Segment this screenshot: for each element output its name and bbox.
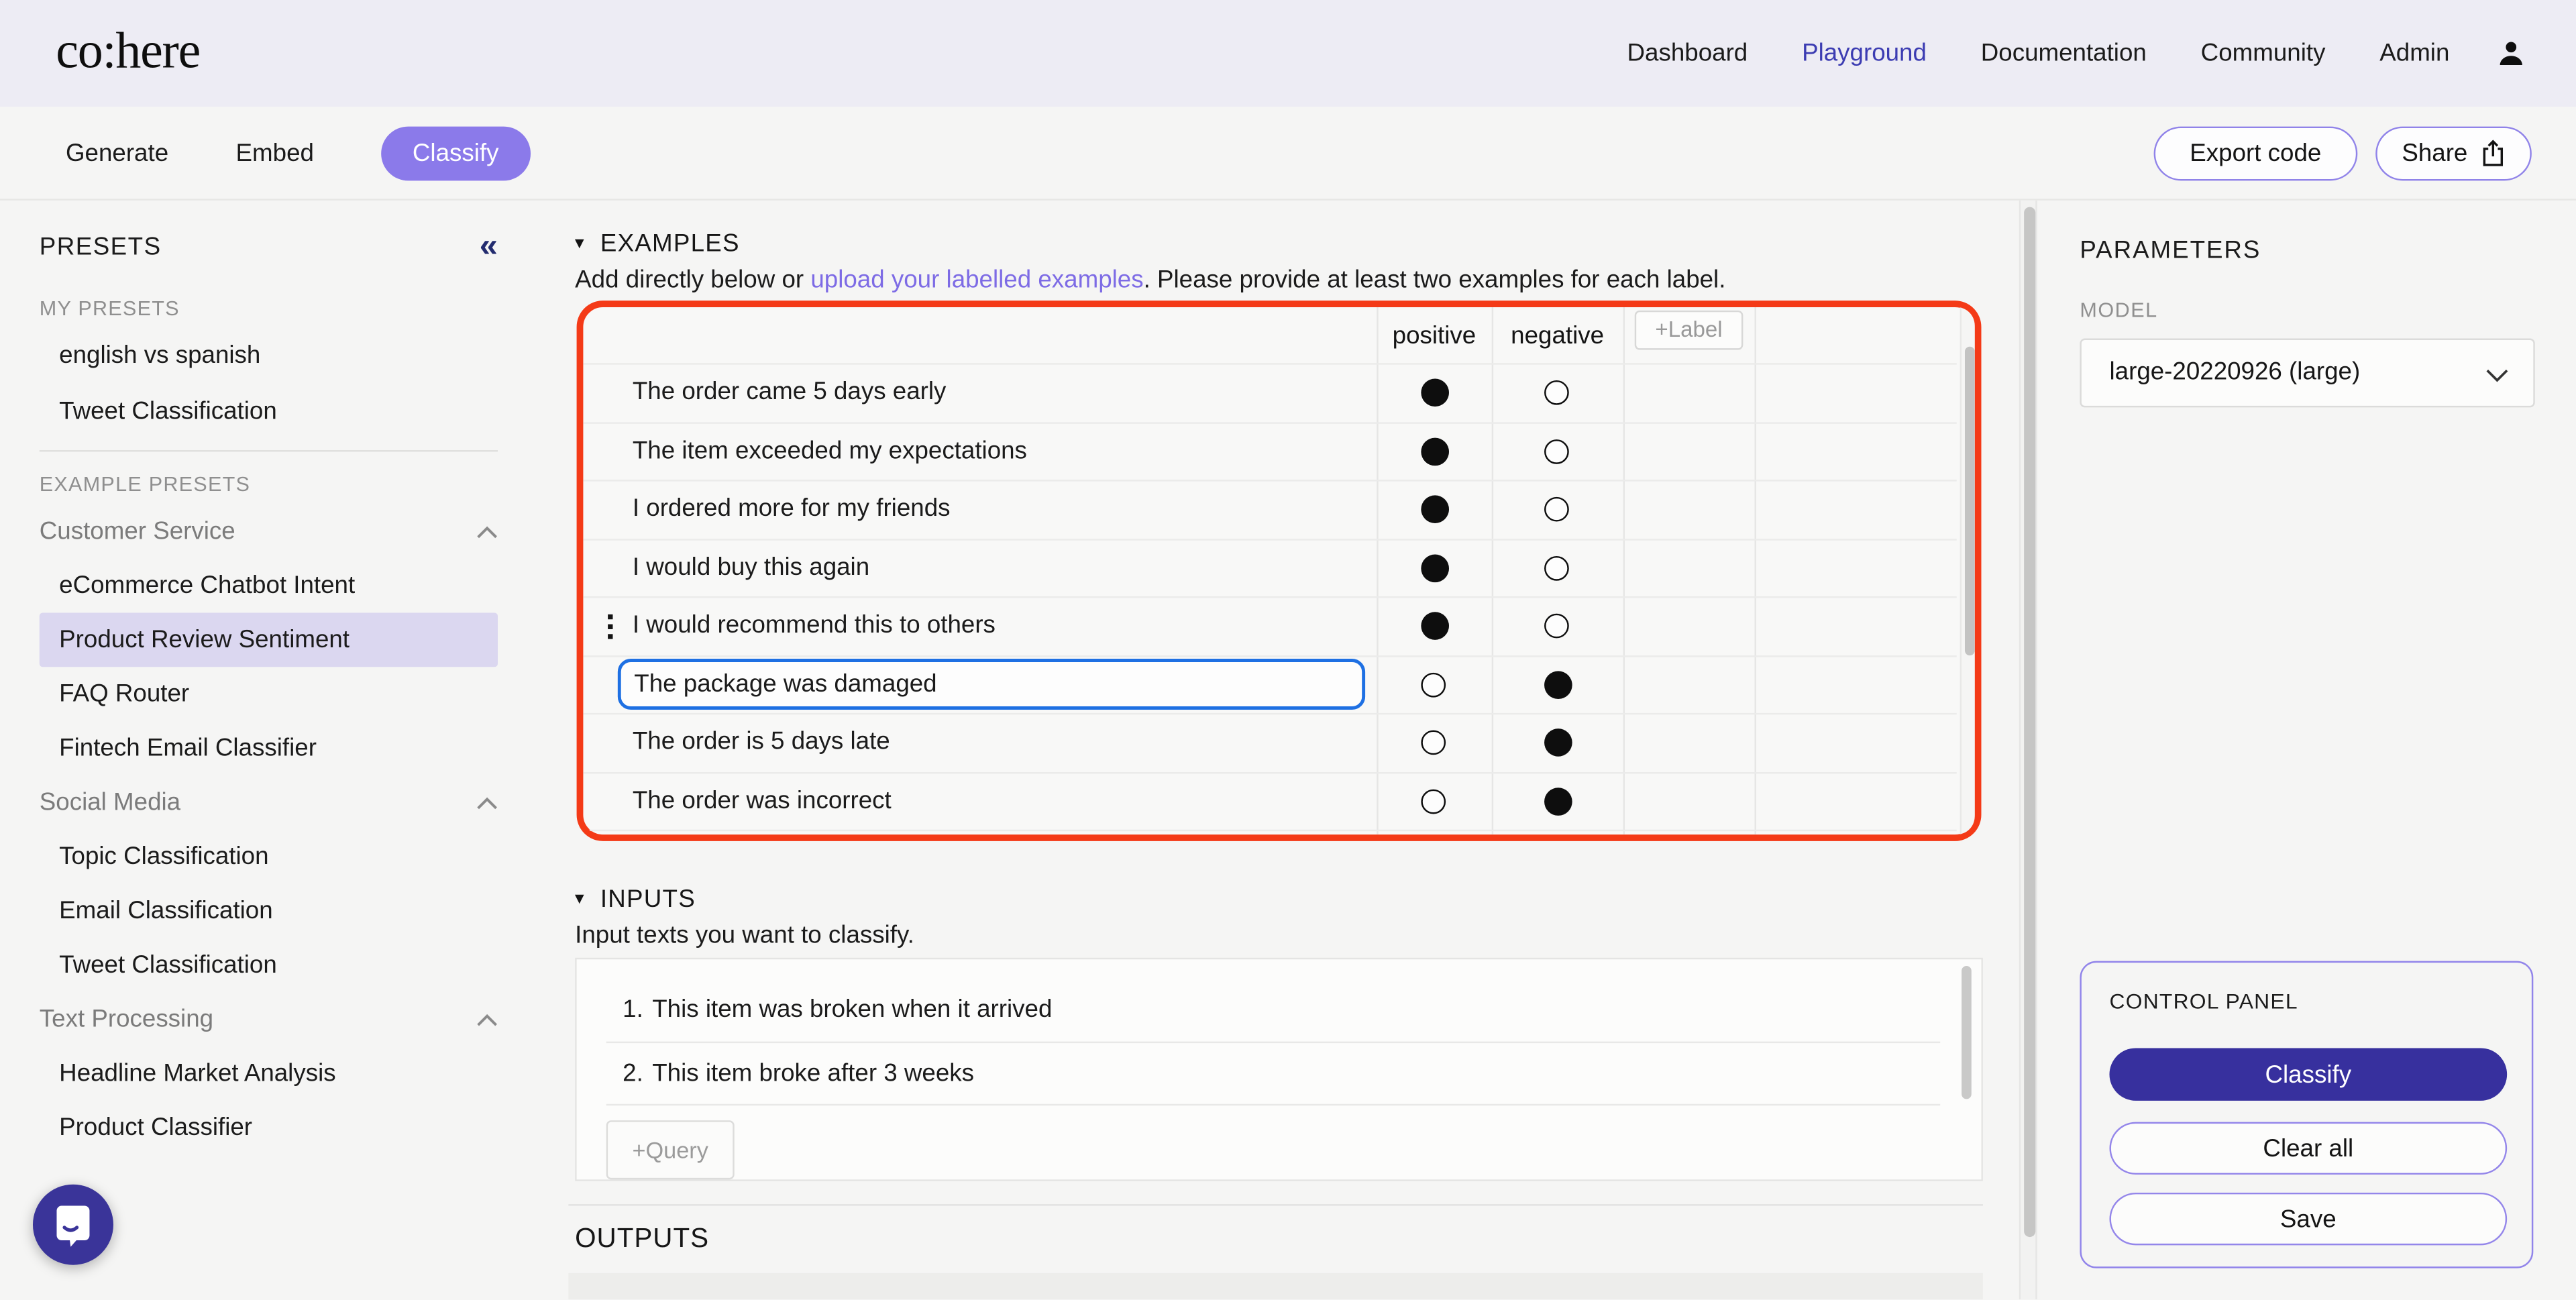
- sidebar-group-label: Social Media: [39, 788, 181, 817]
- radio-negative[interactable]: [1544, 439, 1569, 464]
- radio-negative[interactable]: [1544, 381, 1569, 406]
- input-number: 2.: [623, 1059, 643, 1087]
- sidebar-item-ecommerce-chatbot-intent[interactable]: eCommerce Chatbot Intent: [59, 572, 356, 600]
- sidebar-item-topic-classification[interactable]: Topic Classification: [59, 843, 269, 871]
- control-panel-title: CONTROL PANEL: [2109, 989, 2298, 1014]
- radio-positive[interactable]: [1421, 730, 1446, 755]
- tab-embed[interactable]: Embed: [235, 138, 314, 167]
- radio-positive[interactable]: [1421, 554, 1449, 582]
- sidebar-item-product-review-sentiment[interactable]: Product Review Sentiment: [40, 612, 498, 667]
- example-row: [583, 771, 1956, 830]
- radio-negative[interactable]: [1544, 555, 1569, 580]
- example-text-cell: [583, 539, 1377, 596]
- example-text[interactable]: The item exceeded my expectations: [632, 436, 1027, 464]
- share-label: Share: [2402, 138, 2468, 167]
- sidebar-item-english-vs-spanish[interactable]: english vs spanish: [59, 341, 261, 370]
- sidebar-group-label: Text Processing: [39, 1005, 214, 1034]
- example-presets-label: EXAMPLE PRESETS: [39, 473, 251, 496]
- sidebar-group-customer-service[interactable]: [0, 504, 542, 559]
- input-text: This item broke after 3 weeks: [652, 1059, 975, 1087]
- sidebar-group: [0, 775, 542, 992]
- presets-title: PRESETS: [39, 232, 162, 261]
- nav-item-community[interactable]: Community: [2200, 39, 2326, 68]
- table-scrollbar: [1960, 307, 1975, 834]
- example-text-cell: [583, 656, 1377, 712]
- input-text: This item was broken when it arrived: [652, 995, 1053, 1024]
- outputs-panel: [568, 1273, 1983, 1300]
- example-text-cell: [583, 365, 1377, 421]
- example-row: [583, 713, 1956, 771]
- model-selected-value: large-20220926 (large): [2109, 358, 2361, 386]
- example-row: [583, 538, 1956, 596]
- model-select[interactable]: [2080, 338, 2534, 407]
- export-code-button[interactable]: [2153, 125, 2357, 180]
- collapse-triangle-icon: ▼: [572, 233, 588, 252]
- add-query-button[interactable]: +Query: [606, 1120, 735, 1179]
- example-text-cell: [583, 831, 1377, 834]
- input-rows: [577, 959, 1982, 1105]
- example-row: [583, 655, 1956, 713]
- user-account-icon[interactable]: [2497, 40, 2525, 68]
- sidebar-group: [0, 992, 542, 1154]
- example-text[interactable]: The order was incorrect: [632, 786, 892, 814]
- example-row: [583, 363, 1956, 421]
- save-button[interactable]: Save: [2109, 1193, 2507, 1245]
- examples-description-suffix: . Please provide at least two examples for each label.: [1143, 266, 1726, 294]
- sidebar-item-fintech-email-classifier[interactable]: Fintech Email Classifier: [59, 734, 317, 763]
- radio-negative[interactable]: [1544, 671, 1572, 699]
- inputs-section-header[interactable]: [572, 885, 696, 912]
- example-text-cell: [583, 714, 1377, 771]
- chevron-up-icon: [476, 1013, 498, 1026]
- example-text[interactable]: The order is 5 days late: [632, 727, 890, 756]
- inputs-panel: [575, 958, 1983, 1181]
- radio-negative[interactable]: [1544, 497, 1569, 522]
- example-text[interactable]: I ordered more for my friends: [632, 494, 951, 523]
- radio-positive[interactable]: [1421, 612, 1449, 641]
- sidebar-divider: [40, 450, 498, 451]
- inputs-title: INPUTS: [600, 884, 696, 913]
- chevron-up-icon: [476, 525, 498, 538]
- example-text-cell: [583, 773, 1377, 829]
- upload-examples-link[interactable]: upload your labelled examples: [810, 266, 1144, 294]
- nav-item-playground[interactable]: Playground: [1802, 39, 1927, 68]
- cohere-logo: co:here: [56, 21, 201, 79]
- top-nav: [1627, 0, 2450, 107]
- main-scrollbar-thumb[interactable]: [2023, 207, 2035, 1238]
- example-row: [583, 421, 1956, 480]
- mode-tab-bar: [0, 107, 2576, 201]
- classify-button[interactable]: Classify: [2109, 1048, 2507, 1100]
- sidebar-item-faq-router[interactable]: FAQ Router: [59, 680, 190, 708]
- radio-positive[interactable]: [1421, 437, 1449, 466]
- outputs-title: OUTPUTS: [575, 1224, 710, 1254]
- sidebar-item-tweet-classification[interactable]: Tweet Classification: [59, 397, 277, 426]
- tab-actions: [2153, 107, 2531, 199]
- share-button[interactable]: [2375, 125, 2532, 180]
- nav-item-documentation[interactable]: Documentation: [1980, 39, 2147, 68]
- examples-description: [575, 266, 1725, 294]
- nav-item-admin[interactable]: Admin: [2379, 39, 2450, 68]
- example-rows: [583, 363, 1956, 834]
- control-panel: [2080, 961, 2533, 1268]
- radio-positive[interactable]: [1421, 379, 1449, 407]
- column-header-positive: positive: [1392, 322, 1477, 350]
- tab-classify[interactable]: Classify: [381, 125, 530, 180]
- input-row[interactable]: [606, 1042, 1941, 1105]
- radio-negative[interactable]: [1544, 788, 1572, 816]
- chat-launcher-button[interactable]: [33, 1185, 113, 1265]
- model-label: MODEL: [2080, 299, 2158, 323]
- example-row: [583, 480, 1956, 538]
- share-icon: [2481, 139, 2506, 167]
- export-code-label: Export code: [2190, 138, 2322, 167]
- collapse-triangle-icon: ▼: [572, 889, 588, 908]
- sidebar-item-tweet-classification[interactable]: Tweet Classification: [59, 951, 277, 979]
- sidebar-group-text-processing[interactable]: [0, 992, 542, 1046]
- radio-positive[interactable]: [1421, 496, 1449, 524]
- radio-positive[interactable]: [1421, 789, 1446, 814]
- example-text-cell: [583, 423, 1377, 480]
- tab-generate[interactable]: Generate: [65, 138, 169, 167]
- presets-header: [0, 201, 542, 271]
- input-number: 1.: [623, 995, 643, 1024]
- parameters-title: PARAMETERS: [2080, 236, 2261, 265]
- table-scrollbar-thumb[interactable]: [1965, 347, 1975, 655]
- input-row[interactable]: [606, 979, 1941, 1042]
- column-header-negative: negative: [1511, 322, 1605, 350]
- collapse-sidebar-icon[interactable]: «: [479, 228, 498, 265]
- presets-sidebar: [0, 201, 542, 1299]
- top-bar: [0, 0, 2576, 107]
- mode-tabs: [66, 107, 530, 199]
- sidebar-item-email-classification[interactable]: Email Classification: [59, 897, 273, 925]
- sidebar-group-social-media[interactable]: [0, 775, 542, 830]
- example-text-cell: [583, 482, 1377, 538]
- examples-title: EXAMPLES: [600, 229, 740, 258]
- examples-section-header[interactable]: [572, 230, 739, 256]
- sidebar-group-items: [0, 830, 542, 992]
- example-text[interactable]: I would recommend this to others: [632, 611, 996, 639]
- example-text[interactable]: The package was damaged: [618, 658, 1365, 709]
- example-text[interactable]: I would buy this again: [632, 553, 870, 581]
- sidebar-group-label: Customer Service: [39, 517, 235, 546]
- example-text[interactable]: The order came 5 days early: [632, 378, 947, 406]
- drag-handle-icon[interactable]: [608, 624, 612, 629]
- main-scrollbar: [2019, 201, 2037, 1299]
- my-presets-list: [0, 329, 542, 441]
- examples-description-prefix: Add directly below or: [575, 266, 811, 294]
- sidebar-groups: [0, 504, 542, 1155]
- radio-positive[interactable]: [1421, 672, 1446, 697]
- my-presets-label: MY PRESETS: [39, 297, 180, 321]
- add-label-button[interactable]: +Label: [1635, 311, 1743, 350]
- clear-all-button[interactable]: Clear all: [2109, 1122, 2507, 1175]
- sidebar-item-product-classifier[interactable]: Product Classifier: [59, 1114, 253, 1142]
- radio-negative[interactable]: [1544, 729, 1572, 757]
- chevron-down-icon: [2485, 368, 2508, 383]
- nav-item-dashboard[interactable]: Dashboard: [1627, 39, 1748, 68]
- sidebar-item-headline-market-analysis[interactable]: Headline Market Analysis: [59, 1059, 336, 1088]
- sidebar-group: [0, 504, 542, 775]
- radio-negative[interactable]: [1544, 614, 1569, 639]
- sidebar-group-items: [0, 1046, 542, 1155]
- inputs-description: Input texts you want to classify.: [575, 921, 914, 950]
- chat-bubble-icon: [51, 1201, 95, 1248]
- examples-table-highlight: [577, 301, 1982, 841]
- chevron-up-icon: [476, 796, 498, 810]
- section-divider: [568, 1204, 1983, 1205]
- example-row: [583, 596, 1956, 655]
- inputs-scrollbar-thumb[interactable]: [1962, 966, 1972, 1099]
- examples-table: [583, 307, 1974, 834]
- example-text-cell: [583, 598, 1377, 654]
- example-row: [583, 830, 1956, 834]
- sidebar-group-items: [0, 559, 542, 775]
